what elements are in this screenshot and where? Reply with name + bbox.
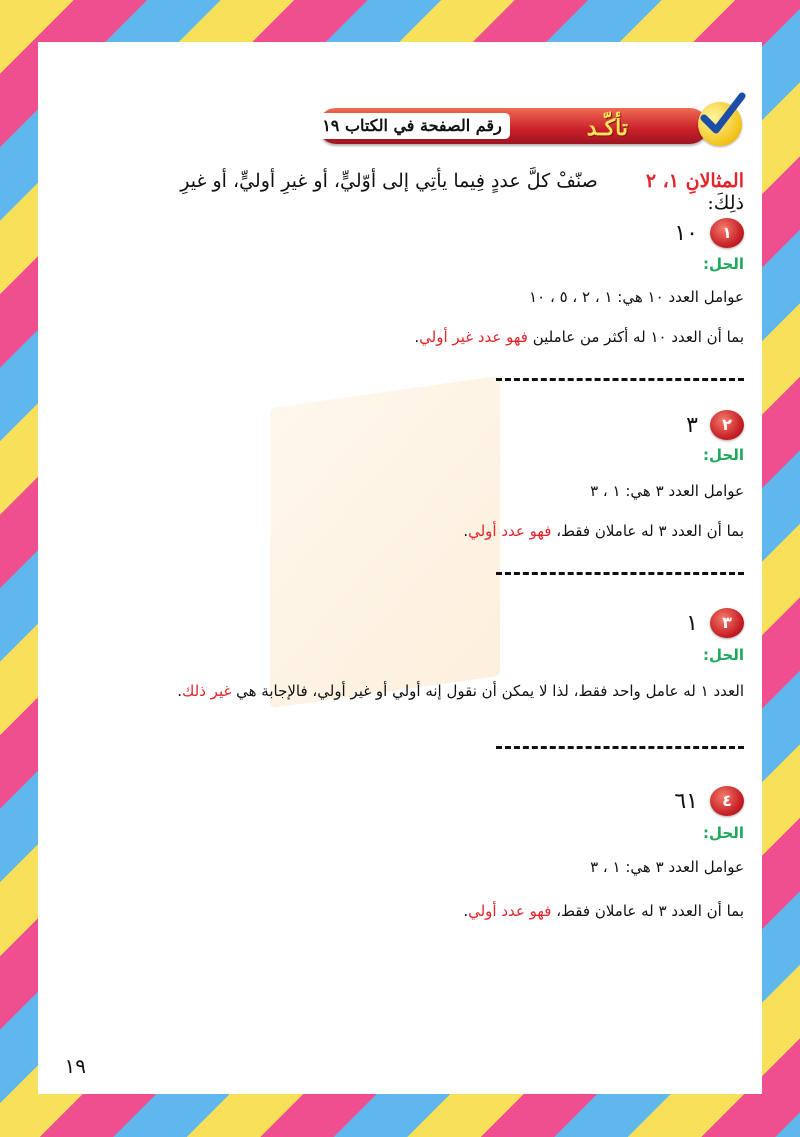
reason-line: بما أن العدد ٣ له عاملان فقط، فهو عدد أولي. bbox=[463, 522, 744, 540]
solution-label: الحل: bbox=[703, 446, 744, 464]
conclusion-text: غير ذلك bbox=[182, 682, 232, 700]
conclusion-text: فهو عدد أولي bbox=[468, 522, 552, 540]
banner-title: تأكّـد bbox=[586, 115, 628, 141]
question-number: ٦١ bbox=[674, 788, 698, 814]
page-number: ١٩ bbox=[64, 1054, 86, 1078]
banner-bar bbox=[318, 108, 708, 144]
factors-line: عوامل العدد ١٠ هي: ١ ، ٢ ، ٥ ، ١٠ bbox=[529, 288, 744, 306]
question-badge: ١ bbox=[710, 218, 744, 248]
checkmark-icon bbox=[696, 88, 748, 140]
solution-label: الحل: bbox=[703, 255, 744, 273]
question-badge: ٤ bbox=[710, 786, 744, 816]
conclusion-text: فهو عدد أولي bbox=[468, 902, 552, 920]
question-number: ١٠ bbox=[674, 220, 698, 246]
reason-line: العدد ١ له عامل واحد فقط، لذا لا يمكن أن نقول إنه أولي أو غير أولي، فالإجابة هي غير ذلك. bbox=[177, 682, 744, 700]
reason-line: بما أن العدد ٣ له عاملان فقط، فهو عدد أولي. bbox=[463, 902, 744, 920]
question-badge: ٢ bbox=[710, 410, 744, 440]
examples-label: المثالانِ ١، ٢ bbox=[645, 170, 744, 192]
factors-line: عوامل العدد ٣ هي: ١ ، ٣ bbox=[590, 858, 744, 876]
separator bbox=[496, 572, 744, 575]
book-watermark bbox=[270, 376, 500, 708]
question-2 bbox=[686, 410, 744, 440]
factors-line: عوامل العدد ٣ هي: ١ ، ٣ bbox=[590, 482, 744, 500]
question-1 bbox=[674, 218, 744, 248]
worksheet-page bbox=[38, 42, 762, 1094]
question-number: ٣ bbox=[686, 412, 698, 438]
solution-label: الحل: bbox=[703, 646, 744, 664]
question-3 bbox=[686, 608, 744, 638]
question-badge: ٣ bbox=[710, 608, 744, 638]
conclusion-text: فهو عدد غير أولي bbox=[419, 328, 528, 346]
question-4 bbox=[674, 786, 744, 816]
check-banner bbox=[318, 102, 742, 150]
question-number: ١ bbox=[686, 610, 698, 636]
reason-line: بما أن العدد ١٠ له أكثر من عاملين فهو عدد غير أولي. bbox=[414, 328, 744, 346]
banner-reference: رقم الصفحة في الكتاب ١٩ bbox=[314, 113, 510, 139]
separator bbox=[496, 378, 744, 381]
exercise-heading bbox=[144, 170, 744, 214]
separator bbox=[496, 746, 744, 749]
exercise-prompt: صنّفْ كلَّ عددٍ فِيما يأتِي إلى أوّليٍّ، أو غيرِ أوليٍّ، أو غيرِ ذلِكَ: bbox=[180, 170, 744, 214]
solution-label: الحل: bbox=[703, 824, 744, 842]
